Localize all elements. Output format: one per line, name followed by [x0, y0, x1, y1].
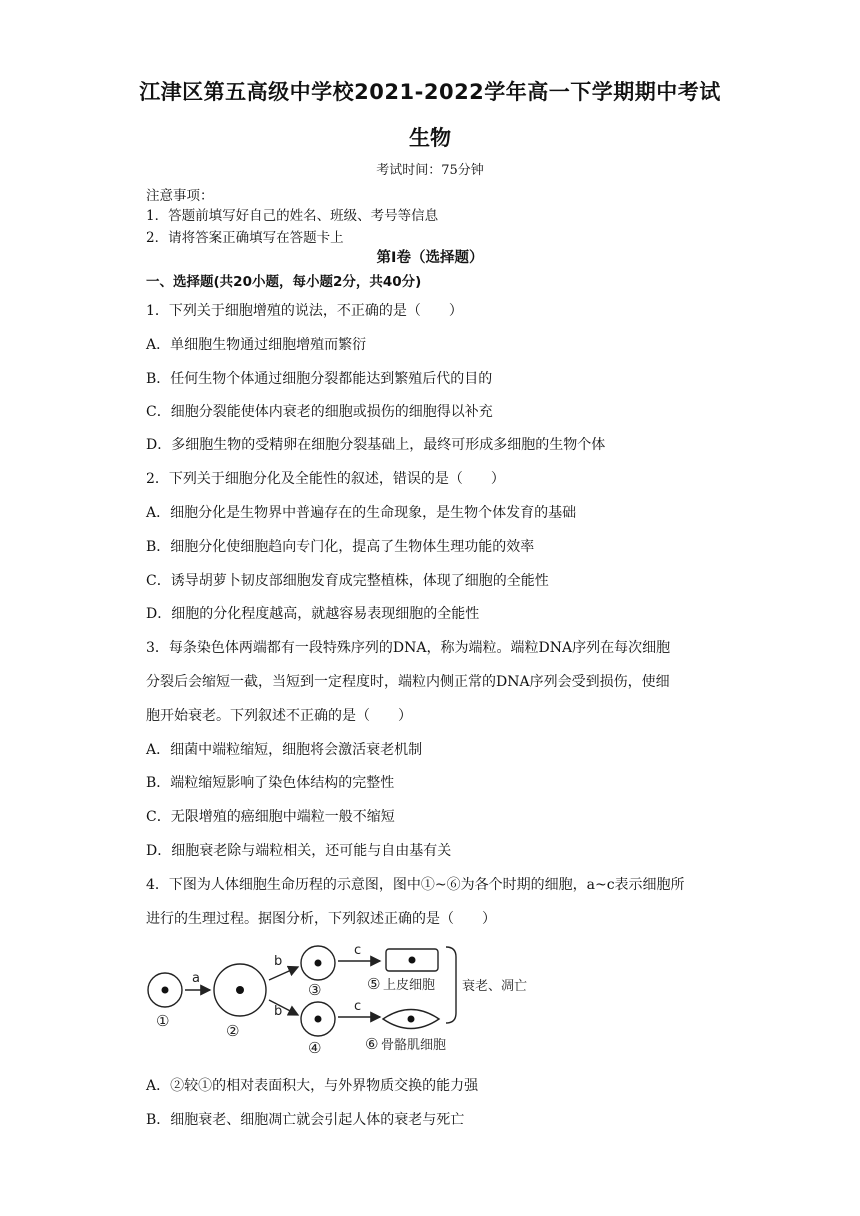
part-title: 第I卷（选择题） — [376, 250, 484, 266]
label-c-bottom: c — [354, 999, 362, 1014]
nucleus — [315, 1016, 322, 1023]
nucleus — [236, 986, 244, 994]
nucleus — [315, 960, 322, 967]
label-a: a — [192, 971, 200, 986]
label-c-top: c — [354, 943, 362, 958]
question-4-stem-line: 进行的生理过程。据图分析，下列叙述正确的是（ ） — [146, 911, 496, 927]
question-1-option-d: D．多细胞生物的受精卵在细胞分裂基础上，最终可形成多细胞的生物个体 — [146, 437, 606, 453]
question-2-stem: 2．下列关于细胞分化及全能性的叙述，错误的是（ ） — [146, 471, 505, 487]
bracket — [446, 947, 456, 1023]
exam-title: 江津区第五高级中学校2021-2022学年高一下学期期中考试 — [139, 80, 721, 104]
question-3-option-a: A．细菌中端粒缩短，细胞将会激活衰老机制 — [146, 742, 423, 758]
question-3-option-d: D．细胞衰老除与端粒相关，还可能与自由基有关 — [146, 843, 452, 859]
question-1-option-b: B．任何生物个体通过细胞分裂都能达到繁殖后代的目的 — [146, 371, 493, 387]
question-2-option-a: A．细胞分化是生物界中普遍存在的生命现象，是生物个体发育的基础 — [146, 505, 577, 521]
label-cell-1: ① — [156, 1012, 170, 1030]
question-1-option-c: C．细胞分裂能使体内衰老的细胞或损伤的细胞得以补充 — [146, 404, 493, 420]
question-3-stem-line: 分裂后会缩短一截，当短到一定程度时，端粒内侧正常的DNA序列会受到损伤，使细 — [146, 674, 670, 690]
question-3-stem-line: 胞开始衰老。下列叙述不正确的是（ ） — [146, 708, 412, 724]
exam-time: 考试时间：75分钟 — [376, 163, 484, 178]
nucleus — [162, 987, 169, 994]
label-cell-5: ⑤ — [367, 975, 381, 993]
question-4-option-a: A．②较①的相对表面积大，与外界物质交换的能力强 — [146, 1078, 479, 1094]
question-1-stem: 1．下列关于细胞增殖的说法，不正确的是（ ） — [146, 303, 463, 319]
label-cell-3: ③ — [308, 981, 322, 999]
note-item: 1．答题前填写好自己的姓名、班级、考号等信息 — [146, 208, 439, 224]
label-b-top: b — [274, 954, 283, 969]
label-epithelial-cell: 上皮细胞 — [383, 978, 436, 993]
subject-title: 生物 — [409, 126, 451, 150]
nucleus — [408, 1016, 415, 1023]
question-4-stem-line: 4．下图为人体细胞生命历程的示意图，图中①~⑥为各个时期的细胞，a~c表示细胞所 — [146, 877, 685, 893]
question-2-option-d: D．细胞的分化程度越高，就越容易表现细胞的全能性 — [146, 606, 480, 622]
question-2-option-c: C．诱导胡萝卜韧皮部细胞发育成完整植株，体现了细胞的全能性 — [146, 573, 549, 589]
notes-heading: 注意事项： — [146, 188, 214, 204]
question-4-option-b: B．细胞衰老、细胞凋亡就会引起人体的衰老与死亡 — [146, 1112, 465, 1128]
label-cell-2: ② — [226, 1022, 240, 1040]
section-title: 一、选择题(共20小题，每小题2分，共40分) — [146, 274, 422, 290]
label-cell-4: ④ — [308, 1039, 322, 1057]
question-3-option-b: B．端粒缩短影响了染色体结构的完整性 — [146, 775, 395, 791]
nucleus — [409, 957, 416, 964]
cell-lifecycle-diagram — [140, 935, 550, 1060]
question-3-stem-line: 3．每条染色体两端都有一段特殊序列的DNA，称为端粒。端粒DNA序列在每次细胞 — [146, 640, 671, 656]
note-item: 2．请将答案正确填写在答题卡上 — [146, 230, 344, 246]
label-b-bottom: b — [274, 1004, 283, 1019]
question-3-option-c: C．无限增殖的癌细胞中端粒一般不缩短 — [146, 809, 395, 825]
label-muscle-cell: 骨骼肌细胞 — [381, 1038, 447, 1053]
label-cell-6: ⑥ — [365, 1035, 379, 1053]
question-2-option-b: B．细胞分化使细胞趋向专门化，提高了生物体生理功能的效率 — [146, 539, 535, 555]
label-fate: 衰老、凋亡 — [462, 979, 528, 994]
question-1-option-a: A．单细胞生物通过细胞增殖而繁衍 — [146, 337, 367, 353]
